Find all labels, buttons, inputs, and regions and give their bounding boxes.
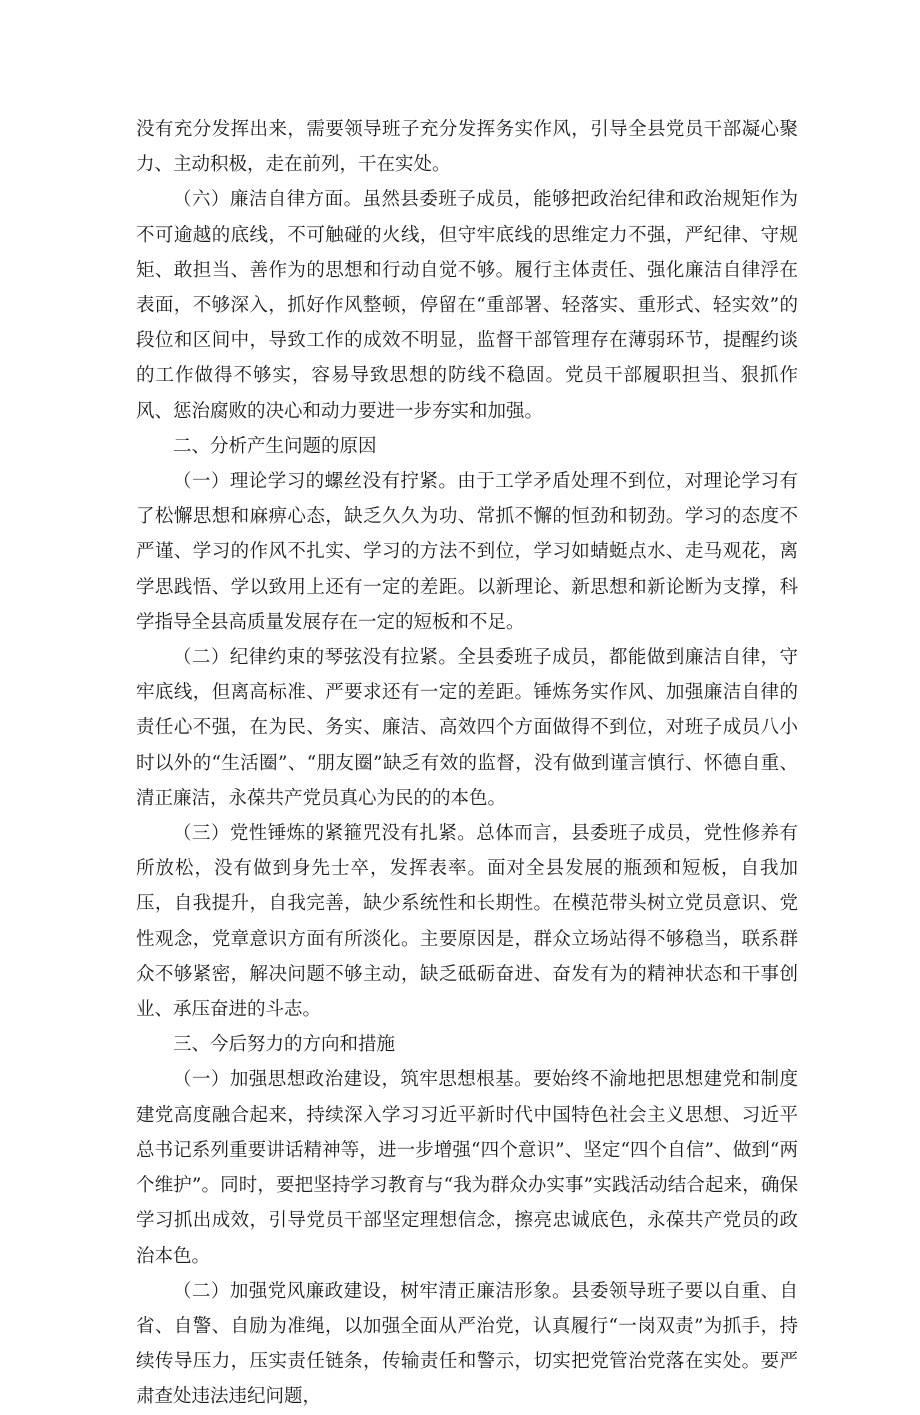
- section-heading-measures: 三、今后努力的方向和措施: [173, 1034, 396, 1056]
- paragraph-cause-party-spirit: （三）党性锤炼的紧箍咒没有扎紧。总体而言，县委班子成员，党性修养有所放松，没有做到身先士卒，发挥表率。面对全县发展的瓶颈和短板，自我加压，自我提升，自我完善，缺少系统性和长期性。在模范带头树立党员意识、党性观念，党章意识方面有所淡化。主要原因是，群众立场站得不够稳当，联系群众不够紧密，解决问题不够主动，缺乏砥砺奋进、奋发有为的精神状态和干事创业、承压奋进的斗志。: [136, 823, 798, 1021]
- paragraph-continuation: 没有充分发挥出来，需要领导班子充分发挥务实作风，引导全县党员干部凝心聚力、主动积极，走在前列，干在实处。: [136, 119, 798, 176]
- paragraph-measure-ideology: （一）加强思想政治建设，筑牢思想根基。要始终不渝地把思想建党和制度建党高度融合起来，持续深入学习习近平新时代中国特色社会主义思想、习近平总书记系列重要讲话精神等，进一步增强“四个意识”、坚定“四个自信”、做到“两个维护”。同时，要把坚持学习教育与“我为群众办实事”实践活动结合起来，确保学习抓出成效，引导党员干部坚定理想信念，擦亮忠诚底色，永葆共产党员的政治本色。: [136, 1069, 798, 1267]
- paragraph-cause-theory-study: （一）理论学习的螺丝没有拧紧。由于工学矛盾处理不到位，对理论学习有了松懈思想和麻痹心态，缺乏久久为功、常抓不懈的恒劲和韧劲。学习的态度不严谨、学习的作风不扎实、学习的方法不到位，学习如蜻蜓点水、走马观花，离学思践悟、学以致用上还有一定的差距。以新理论、新思想和新论断为支撑，科学指导全县高质量发展存在一定的短板和不足。: [136, 471, 798, 633]
- section-heading-causes: 二、分析产生问题的原因: [173, 435, 377, 457]
- paragraph-cause-discipline: （二）纪律约束的琴弦没有拉紧。全县委班子成员，都能做到廉洁自律，守牢底线，但离高标准、严要求还有一定的差距。锤炼务实作风、加强廉洁自律的责任心不强，在为民、务实、廉洁、高效四个方面做得不到位，对班子成员八小时以外的“生活圈”、“朋友圈”缺乏有效的监督，没有做到谨言慎行、怀德自重、清正廉洁，永葆共产党员真心为民的的本色。: [136, 647, 798, 809]
- document-body: [136, 112, 798, 1415]
- paragraph-integrity-self-discipline: （六）廉洁自律方面。虽然县委班子成员，能够把政治纪律和政治规矩作为不可逾越的底线，不可触碰的火线，但守牢底线的思维定力不强，严纪律、守规矩、敢担当、善作为的思想和行动自觉不够。履行主体责任、强化廉洁自律浮在表面，不够深入，抓好作风整顿，停留在“重部署、轻落实、重形式、轻实效”的段位和区间中，导致工作的成效不明显，监督干部管理存在薄弱环节，提醒约谈的工作做得不够实，容易导致思想的防线不稳固。党员干部履职担当、狠抓作风、惩治腐败的决心和动力要进一步夯实和加强。: [136, 189, 798, 422]
- paragraph-measure-integrity: （二）加强党风廉政建设，树牢清正廉洁形象。县委领导班子要以自重、自省、自警、自励为准绳，以加强全面从严治党，认真履行“一岗双责”为抓手，持续传导压力，压实责任链条，传输责任和警示，切实把党管治党落在实处。要严肃查处违法违纪问题，: [136, 1280, 798, 1408]
